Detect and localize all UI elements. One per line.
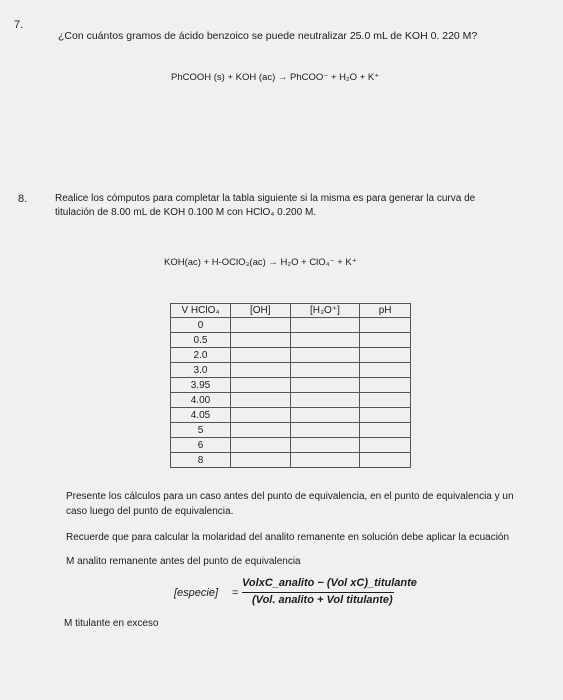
question-8-number: 8. (18, 193, 28, 205)
oh-cell[interactable] (230, 393, 290, 408)
table-row (171, 408, 411, 423)
instruction-line-2: caso luego del punto de equivalencia. (66, 506, 234, 517)
oh-cell[interactable] (230, 348, 290, 363)
table-row (171, 453, 411, 468)
volume-cell: 0.5 (171, 333, 231, 348)
header-hydroxide: [OH] (230, 304, 290, 318)
ph-cell[interactable] (360, 363, 411, 378)
ph-cell[interactable] (360, 438, 411, 453)
benzoic-acid-equation: PhCOOH (s) + KOH (ac) → PhCOO⁻ + H₂O + K⁺ (171, 72, 380, 83)
h3o-cell[interactable] (290, 393, 360, 408)
header-volume: V HClO₄ (171, 304, 231, 318)
formula-numerator: VolxC_analito − (Vol xC)_titulante (242, 577, 417, 589)
ph-cell[interactable] (360, 378, 411, 393)
oh-cell[interactable] (230, 378, 290, 393)
h3o-cell[interactable] (290, 333, 360, 348)
formula-lhs: [especie] (174, 587, 219, 599)
h3o-cell[interactable] (290, 348, 360, 363)
header-ph: pH (360, 304, 411, 318)
question-7-text: ¿Con cuántos gramos de ácido benzoico se puede neutralizar 25.0 mL de KOH 0. 220 M? (58, 30, 478, 42)
h3o-cell[interactable] (290, 423, 360, 438)
ph-cell[interactable] (360, 453, 411, 468)
formula-equals: = (232, 587, 239, 599)
h3o-cell[interactable] (290, 408, 360, 423)
instruction-line-1: Presente los cálculos para un caso antes del punto de equivalencia, en el punto de equivalencia y un (66, 491, 514, 502)
ph-cell[interactable] (360, 333, 411, 348)
h3o-cell[interactable] (290, 378, 360, 393)
oh-cell[interactable] (230, 363, 290, 378)
question-8-text-line1: Realice los cómputos para completar la tabla siguiente si la misma es para generar la curva de (55, 193, 476, 204)
table-row (171, 393, 411, 408)
oh-cell[interactable] (230, 408, 290, 423)
ph-cell[interactable] (360, 408, 411, 423)
volume-cell: 6 (171, 438, 231, 453)
oh-cell[interactable] (230, 423, 290, 438)
table-row (171, 333, 411, 348)
volume-cell: 3.0 (171, 363, 231, 378)
formula-denominator: (Vol. analito + Vol titulante) (252, 594, 393, 606)
table-row (171, 348, 411, 363)
volume-cell: 3.95 (171, 378, 231, 393)
titration-equation: KOH(ac) + H-OClO₃(ac) → H₂O + ClO₄⁻ + K⁺ (164, 257, 357, 268)
instruction-line-3: Recuerde que para calcular la molaridad del analito remanente en solución debe aplicar la ecuación (66, 532, 510, 543)
volume-cell: 0 (171, 318, 231, 333)
volume-cell: 8 (171, 453, 231, 468)
ph-cell[interactable] (360, 348, 411, 363)
titration-table (170, 303, 411, 468)
table-row (171, 438, 411, 453)
volume-cell: 2.0 (171, 348, 231, 363)
instruction-line-4: M analito remanente antes del punto de equivalencia (66, 556, 301, 567)
question-8-text-line2: titulación de 8.00 mL de KOH 0.100 M con HClO₄ 0.200 M. (55, 207, 317, 218)
volume-cell: 5 (171, 423, 231, 438)
oh-cell[interactable] (230, 333, 290, 348)
h3o-cell[interactable] (290, 318, 360, 333)
table-row (171, 378, 411, 393)
ph-cell[interactable] (360, 423, 411, 438)
ph-cell[interactable] (360, 318, 411, 333)
volume-cell: 4.05 (171, 408, 231, 423)
ph-cell[interactable] (360, 393, 411, 408)
oh-cell[interactable] (230, 438, 290, 453)
table-row (171, 363, 411, 378)
oh-cell[interactable] (230, 453, 290, 468)
table-row (171, 423, 411, 438)
table-header-row (171, 304, 411, 318)
h3o-cell[interactable] (290, 453, 360, 468)
table-row (171, 318, 411, 333)
instruction-line-5: M titulante en exceso (64, 618, 159, 629)
volume-cell: 4.00 (171, 393, 231, 408)
oh-cell[interactable] (230, 318, 290, 333)
header-hydronium: [H₃O⁺] (290, 304, 360, 318)
h3o-cell[interactable] (290, 363, 360, 378)
fraction-bar (242, 592, 394, 593)
h3o-cell[interactable] (290, 438, 360, 453)
question-7-number: 7. (14, 19, 24, 31)
